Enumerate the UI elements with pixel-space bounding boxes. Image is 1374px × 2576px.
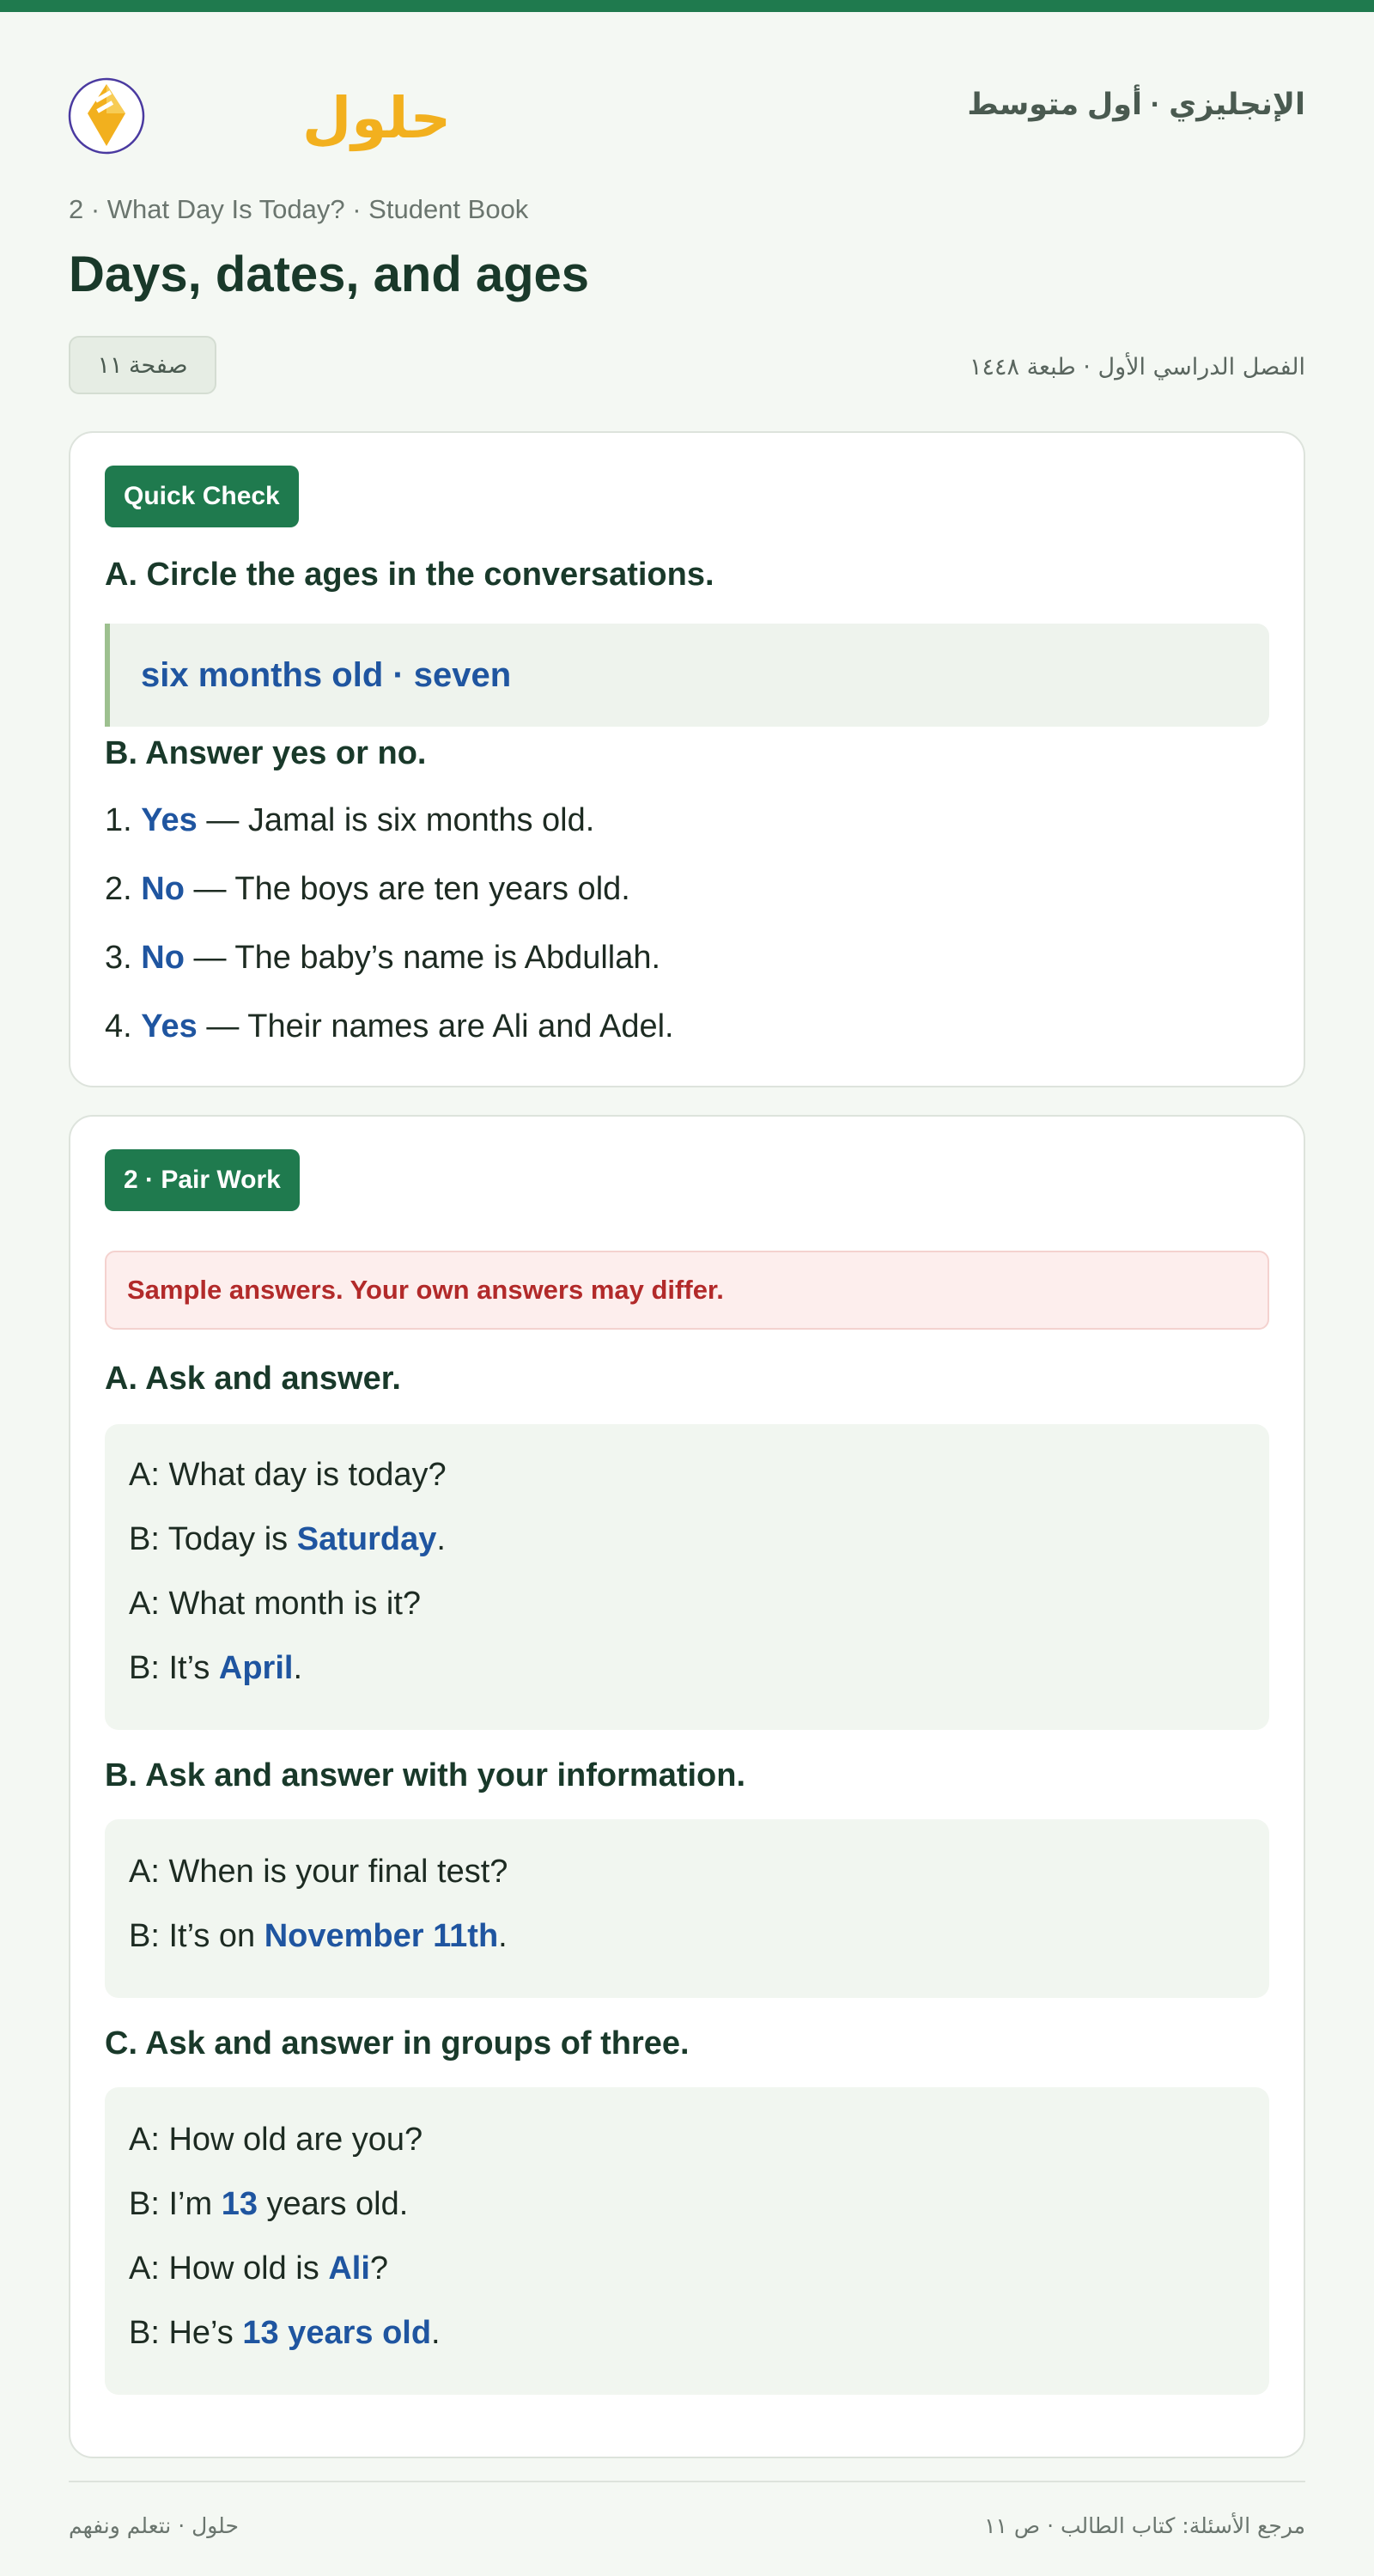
yes-no-answer: No <box>141 940 185 976</box>
quick-check-badge: Quick Check <box>105 466 299 527</box>
dialog-line <box>129 2315 441 2352</box>
breadcrumb: 2 · What Day Is Today? · Student Book <box>69 194 529 224</box>
item-text: — The boys are ten years old. <box>184 871 630 907</box>
answer-item <box>105 1008 674 1045</box>
line-text: B: It’s <box>129 1650 219 1686</box>
item-text: — The baby’s name is Abdullah. <box>184 940 661 976</box>
item-number: 1. <box>105 802 132 838</box>
line-answer: Saturday <box>296 1521 437 1557</box>
line-answer: 13 years old <box>242 2315 432 2351</box>
section-b-heading: B. Ask and answer with your information. <box>105 1757 746 1793</box>
pair-work-badge: 2 · Pair Work <box>105 1149 300 1211</box>
yes-no-answer: Yes <box>141 1008 198 1044</box>
pair-work-card <box>69 1115 1305 2458</box>
line-text: A: What day is today? <box>129 1457 447 1493</box>
line-text: A: How old are you? <box>129 2122 423 2158</box>
section-b-heading: B. Answer yes or no. <box>105 735 427 771</box>
line-text: A: What month is it? <box>129 1586 422 1622</box>
footer-reference: مرجع الأسئلة: كتاب الطالب · ص ١١ <box>984 2513 1305 2538</box>
item-number: 2. <box>105 871 132 907</box>
circled-ages-answer <box>105 624 1269 727</box>
line-text: A: When is your final test? <box>129 1854 508 1890</box>
dialog-line <box>129 2122 423 2159</box>
header <box>69 12 1305 184</box>
item-text: — Jamal is six months old. <box>197 802 595 838</box>
line-answer: April <box>218 1650 294 1686</box>
line-text: B: I’m <box>129 2186 222 2222</box>
edition-info: الفصل الدراسي الأول · طبعة ١٤٤٨ <box>969 354 1305 381</box>
line-text: ? <box>369 2250 389 2287</box>
dialog-line <box>129 1650 302 1687</box>
dialog-line <box>129 2250 388 2287</box>
dialog-box-a <box>105 1424 1269 1730</box>
dialog-box-c <box>105 2087 1269 2395</box>
dialog-box-b <box>105 1819 1269 1998</box>
yes-no-answer: Yes <box>141 802 198 838</box>
line-text: . <box>293 1650 303 1686</box>
line-text: years old. <box>257 2186 409 2222</box>
answer-item <box>105 940 660 977</box>
dialog-line <box>129 1457 447 1494</box>
top-accent-bar <box>0 0 1374 12</box>
section-a-heading: A. Ask and answer. <box>105 1361 401 1397</box>
line-text: . <box>431 2315 441 2351</box>
line-answer: November 11th <box>264 1918 499 1954</box>
answer-item <box>105 802 594 839</box>
line-answer: 13 <box>221 2186 258 2222</box>
line-text: A: How old is <box>129 2250 329 2287</box>
line-answer: Ali <box>328 2250 370 2287</box>
section-c-heading: C. Ask and answer in groups of three. <box>105 2025 690 2061</box>
circled-ages-text: six months old · seven <box>141 655 512 694</box>
dialog-line <box>129 1521 446 1558</box>
line-text: . <box>436 1521 446 1557</box>
answer-item <box>105 871 630 908</box>
item-number: 4. <box>105 1008 132 1044</box>
dialog-line <box>129 1918 508 1955</box>
yes-no-answer: No <box>141 871 185 907</box>
sample-answers-note: Sample answers. Your own answers may differ. <box>105 1251 1269 1330</box>
dialog-line <box>129 1854 508 1891</box>
line-text: B: It’s on <box>129 1918 264 1954</box>
line-text: . <box>498 1918 508 1954</box>
item-text: — Their names are Ali and Adel. <box>197 1008 674 1044</box>
brand-logo <box>69 60 452 165</box>
page-number-badge: صفحة ١١ <box>69 336 216 394</box>
dialog-line <box>129 2186 408 2223</box>
line-text: B: He’s <box>129 2315 243 2351</box>
subject-title: الإنجليزي · أول متوسط <box>967 88 1305 121</box>
item-number: 3. <box>105 940 132 976</box>
dialog-line <box>129 1586 421 1623</box>
footer-tagline: حلول · نتعلم ونفهم <box>69 2513 239 2538</box>
page-title: Days, dates, and ages <box>69 247 590 302</box>
footer-divider <box>69 2481 1305 2482</box>
quick-check-card <box>69 431 1305 1087</box>
page <box>69 12 1305 2538</box>
brand-logo-text: حلول <box>302 85 452 151</box>
section-a-heading: A. Circle the ages in the conversations. <box>105 557 714 593</box>
line-text: B: Today is <box>129 1521 297 1557</box>
